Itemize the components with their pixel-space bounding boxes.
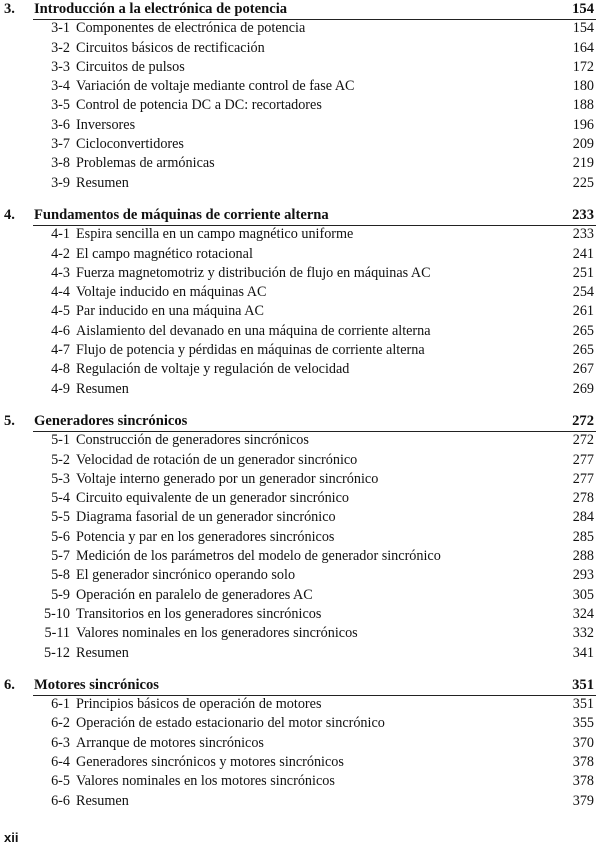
section-title: Generadores sincrónicos y motores sincrónicos bbox=[76, 753, 344, 770]
section-entry bbox=[0, 586, 600, 605]
section-title: Circuito equivalente de un generador sincrónico bbox=[76, 490, 350, 507]
section-entry bbox=[0, 58, 600, 77]
section-entry bbox=[0, 695, 600, 714]
section-title: Velocidad de rotación de un generador sincrónico bbox=[76, 451, 358, 468]
section-page-number: 370 bbox=[572, 734, 594, 751]
section-title: Diagrama fasorial de un generador sincrónico bbox=[76, 509, 336, 526]
section-page-number: 267 bbox=[572, 361, 594, 378]
section-title: Voltaje inducido en máquinas AC bbox=[76, 284, 267, 301]
section-entry bbox=[0, 154, 600, 173]
chapter-title: Generadores sincrónicos bbox=[34, 412, 188, 429]
section-entry bbox=[0, 624, 600, 643]
section-title: Control de potencia DC a DC: recortadores bbox=[76, 97, 322, 114]
section-page-number: 241 bbox=[572, 245, 594, 262]
chapter-number: 6. bbox=[4, 676, 15, 693]
section-entry bbox=[0, 753, 600, 772]
section-entry bbox=[0, 734, 600, 753]
section-page-number: 188 bbox=[572, 97, 594, 114]
section-page-number: 180 bbox=[572, 78, 594, 95]
chapter-block bbox=[0, 0, 600, 193]
section-number: 3-1 bbox=[51, 20, 70, 37]
section-page-number: 355 bbox=[572, 715, 594, 732]
section-number: 5-4 bbox=[51, 490, 70, 507]
section-number: 6-2 bbox=[51, 715, 70, 732]
chapter-number: 5. bbox=[4, 412, 15, 429]
chapter-block bbox=[0, 206, 600, 399]
section-title: Potencia y par en los generadores sincrónicos bbox=[76, 528, 335, 545]
section-title: Construcción de generadores sincrónicos bbox=[76, 432, 309, 449]
chapter-block bbox=[0, 676, 600, 811]
section-title: Flujo de potencia y pérdidas en máquinas de corriente alterna bbox=[76, 342, 425, 359]
section-entry bbox=[0, 470, 600, 489]
section-entry bbox=[0, 96, 600, 115]
section-entry bbox=[0, 566, 600, 585]
section-entry bbox=[0, 380, 600, 399]
section-page-number: 269 bbox=[572, 380, 594, 397]
section-number: 3-8 bbox=[51, 155, 70, 172]
section-page-number: 341 bbox=[572, 644, 594, 661]
chapter-block bbox=[0, 412, 600, 663]
section-entry bbox=[0, 283, 600, 302]
section-number: 5-7 bbox=[51, 548, 70, 565]
section-number: 3-6 bbox=[51, 116, 70, 133]
chapter-page-number: 272 bbox=[572, 412, 594, 429]
chapter-number: 3. bbox=[4, 1, 15, 17]
section-page-number: 305 bbox=[572, 586, 594, 603]
section-title: Variación de voltaje mediante control de fase AC bbox=[76, 78, 355, 95]
section-entry bbox=[0, 19, 600, 38]
section-page-number: 378 bbox=[572, 753, 594, 770]
chapter-heading bbox=[0, 206, 600, 225]
section-number: 5-2 bbox=[51, 451, 70, 468]
chapter-heading bbox=[0, 0, 600, 19]
section-number: 4-4 bbox=[51, 284, 70, 301]
section-title: Resumen bbox=[76, 644, 129, 661]
section-title: Resumen bbox=[76, 792, 129, 809]
section-title: Inversores bbox=[76, 116, 136, 133]
section-entry bbox=[0, 772, 600, 791]
chapter-title: Fundamentos de máquinas de corriente alterna bbox=[34, 206, 329, 223]
section-title: Circuitos de pulsos bbox=[76, 58, 185, 75]
section-title: Regulación de voltaje y regulación de velocidad bbox=[76, 361, 350, 378]
section-page-number: 196 bbox=[572, 116, 594, 133]
section-title: El campo magnético rotacional bbox=[76, 245, 253, 262]
chapter-page-number: 351 bbox=[572, 676, 594, 693]
section-entry bbox=[0, 431, 600, 450]
section-entry bbox=[0, 341, 600, 360]
section-number: 4-9 bbox=[51, 380, 70, 397]
section-page-number: 277 bbox=[572, 470, 594, 487]
section-number: 5-6 bbox=[51, 528, 70, 545]
section-title: Valores nominales en los generadores sincrónicos bbox=[76, 625, 358, 642]
section-entry bbox=[0, 792, 600, 811]
section-page-number: 265 bbox=[572, 342, 594, 359]
section-title: Cicloconvertidores bbox=[76, 136, 184, 153]
section-number: 6-6 bbox=[51, 792, 70, 809]
section-title: Fuerza magnetomotriz y distribución de flujo en máquinas AC bbox=[76, 264, 431, 281]
section-page-number: 272 bbox=[572, 432, 594, 449]
section-entry bbox=[0, 116, 600, 135]
section-page-number: 285 bbox=[572, 528, 594, 545]
section-number: 3-7 bbox=[51, 136, 70, 153]
section-page-number: 154 bbox=[572, 20, 594, 37]
section-number: 3-5 bbox=[51, 97, 70, 114]
section-entry bbox=[0, 451, 600, 470]
section-number: 6-4 bbox=[51, 753, 70, 770]
section-entry bbox=[0, 644, 600, 663]
section-number: 3-2 bbox=[51, 39, 70, 56]
section-entry bbox=[0, 302, 600, 321]
section-page-number: 293 bbox=[572, 567, 594, 584]
section-page-number: 277 bbox=[572, 451, 594, 468]
section-entry bbox=[0, 264, 600, 283]
section-entry bbox=[0, 714, 600, 733]
section-title: Medición de los parámetros del modelo de generador sincrónico bbox=[76, 548, 441, 565]
section-title: Resumen bbox=[76, 380, 129, 397]
section-number: 4-8 bbox=[51, 361, 70, 378]
section-number: 3-9 bbox=[51, 174, 70, 191]
chapter-title: Introducción a la electrónica de potencia bbox=[34, 1, 288, 17]
section-number: 5-9 bbox=[51, 586, 70, 603]
section-number: 4-6 bbox=[51, 322, 70, 339]
section-entry bbox=[0, 174, 600, 193]
section-title: Voltaje interno generado por un generador sincrónico bbox=[76, 470, 379, 487]
section-entry bbox=[0, 489, 600, 508]
section-entry bbox=[0, 360, 600, 379]
section-page-number: 284 bbox=[572, 509, 594, 526]
section-page-number: 378 bbox=[572, 773, 594, 790]
section-number: 5-10 bbox=[43, 605, 70, 622]
section-page-number: 172 bbox=[572, 58, 594, 75]
section-page-number: 261 bbox=[572, 303, 594, 320]
section-number: 5-11 bbox=[44, 625, 70, 642]
section-title: Problemas de armónicas bbox=[76, 155, 215, 172]
section-number: 4-3 bbox=[51, 264, 70, 281]
chapter-title: Motores sincrónicos bbox=[34, 676, 159, 693]
page-folio: xii bbox=[4, 830, 19, 845]
section-title: Operación en paralelo de generadores AC bbox=[76, 586, 313, 603]
section-entry bbox=[0, 528, 600, 547]
section-title: Arranque de motores sincrónicos bbox=[76, 734, 264, 751]
section-title: Valores nominales en los motores sincrónicos bbox=[76, 773, 335, 790]
section-number: 5-12 bbox=[43, 644, 70, 661]
section-page-number: 278 bbox=[572, 490, 594, 507]
chapter-page-number: 154 bbox=[572, 1, 594, 17]
section-entry bbox=[0, 77, 600, 96]
section-title: Circuitos básicos de rectificación bbox=[76, 39, 265, 56]
section-number: 6-1 bbox=[51, 696, 70, 713]
section-page-number: 164 bbox=[572, 39, 594, 56]
section-title: Par inducido en una máquina AC bbox=[76, 303, 264, 320]
section-entry bbox=[0, 245, 600, 264]
section-number: 5-3 bbox=[51, 470, 70, 487]
section-number: 5-8 bbox=[51, 567, 70, 584]
section-title: Espira sencilla en un campo magnético uniforme bbox=[76, 226, 354, 243]
section-entry bbox=[0, 225, 600, 244]
section-title: Transitorios en los generadores sincrónicos bbox=[76, 605, 322, 622]
section-page-number: 265 bbox=[572, 322, 594, 339]
chapter-page-number: 233 bbox=[572, 206, 594, 223]
section-title: Operación de estado estacionario del motor sincrónico bbox=[76, 715, 385, 732]
section-entry bbox=[0, 547, 600, 566]
section-entry bbox=[0, 39, 600, 58]
section-page-number: 254 bbox=[572, 284, 594, 301]
section-number: 5-1 bbox=[51, 432, 70, 449]
section-page-number: 225 bbox=[572, 174, 594, 191]
section-title: Principios básicos de operación de motores bbox=[76, 696, 322, 713]
section-number: 4-5 bbox=[51, 303, 70, 320]
section-number: 4-1 bbox=[51, 226, 70, 243]
section-number: 5-5 bbox=[51, 509, 70, 526]
section-title: Componentes de electrónica de potencia bbox=[76, 20, 306, 37]
section-entry bbox=[0, 135, 600, 154]
section-page-number: 332 bbox=[572, 625, 594, 642]
section-page-number: 209 bbox=[572, 136, 594, 153]
section-page-number: 219 bbox=[572, 155, 594, 172]
section-title: Resumen bbox=[76, 174, 129, 191]
section-number: 6-5 bbox=[51, 773, 70, 790]
section-number: 4-2 bbox=[51, 245, 70, 262]
section-page-number: 233 bbox=[572, 226, 594, 243]
chapter-heading bbox=[0, 676, 600, 695]
section-page-number: 379 bbox=[572, 792, 594, 809]
section-number: 3-3 bbox=[51, 58, 70, 75]
section-page-number: 324 bbox=[572, 605, 594, 622]
section-page-number: 288 bbox=[572, 548, 594, 565]
section-entry bbox=[0, 508, 600, 527]
section-number: 4-7 bbox=[51, 342, 70, 359]
section-number: 6-3 bbox=[51, 734, 70, 751]
section-entry bbox=[0, 605, 600, 624]
chapter-heading bbox=[0, 412, 600, 431]
section-number: 3-4 bbox=[51, 78, 70, 95]
section-title: Aislamiento del devanado en una máquina de corriente alterna bbox=[76, 322, 431, 339]
section-title: El generador sincrónico operando solo bbox=[76, 567, 296, 584]
section-entry bbox=[0, 322, 600, 341]
chapter-number: 4. bbox=[4, 206, 15, 223]
section-page-number: 351 bbox=[572, 696, 594, 713]
section-page-number: 251 bbox=[572, 264, 594, 281]
